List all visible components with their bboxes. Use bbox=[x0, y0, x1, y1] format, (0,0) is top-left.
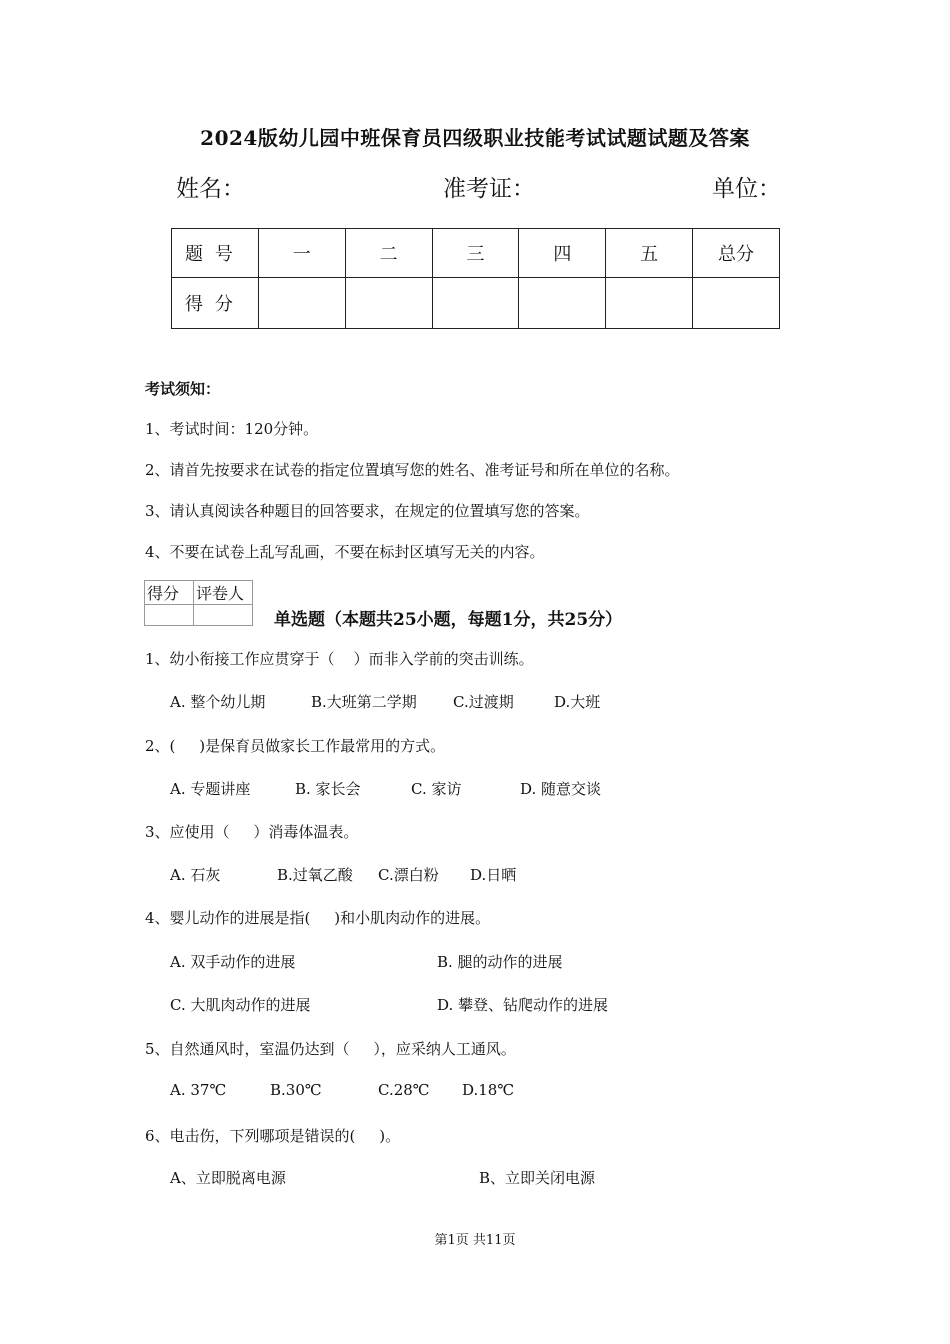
question-text: 5、自然通风时，室温仍达到（ ），应采纳人工通风。 bbox=[145, 1040, 516, 1058]
grader-score-cell bbox=[145, 605, 194, 626]
option: D. 随意交谈 bbox=[520, 780, 602, 798]
option: B.30℃ bbox=[270, 1081, 322, 1099]
unit-label: 单位： bbox=[712, 176, 781, 202]
option: B. 家长会 bbox=[295, 780, 361, 798]
score-header-cell: 题号 bbox=[172, 229, 259, 278]
grader-name-label: 评卷人 bbox=[194, 581, 253, 605]
option: C. 家访 bbox=[411, 780, 462, 798]
notice-item: 1、考试时间：120分钟。 bbox=[145, 420, 319, 438]
option: A、立即脱离电源 bbox=[170, 1169, 286, 1187]
notice-item: 4、不要在试卷上乱写乱画，不要在标封区填写无关的内容。 bbox=[145, 543, 545, 561]
score-cell bbox=[693, 278, 780, 329]
question-text: 6、电击伤，下列哪项是错误的( )。 bbox=[145, 1127, 401, 1145]
question-text: 4、婴儿动作的进展是指( )和小肌肉动作的进展。 bbox=[145, 909, 491, 927]
score-header-cell: 总分 bbox=[693, 229, 780, 278]
option: A. 整个幼儿期 bbox=[170, 693, 266, 711]
score-header-cell: 二 bbox=[345, 229, 432, 278]
option: A. 37℃ bbox=[170, 1081, 227, 1099]
notice-item: 2、请首先按要求在试卷的指定位置填写您的姓名、准考证号和所在单位的名称。 bbox=[145, 461, 680, 479]
notice-item: 3、请认真阅读各种题目的回答要求，在规定的位置填写您的答案。 bbox=[145, 502, 590, 520]
question-text: 1、幼小衔接工作应贯穿于（ ）而非入学前的突击训练。 bbox=[145, 650, 534, 668]
grader-score-label: 得分 bbox=[145, 581, 194, 605]
score-cell bbox=[345, 278, 432, 329]
notice-heading: 考试须知： bbox=[145, 380, 221, 398]
score-table-header-row bbox=[172, 229, 780, 278]
option: C.28℃ bbox=[378, 1081, 430, 1099]
score-row-label: 得分 bbox=[172, 278, 259, 329]
option: A. 双手动作的进展 bbox=[170, 953, 296, 971]
score-cell bbox=[606, 278, 693, 329]
score-cell bbox=[432, 278, 519, 329]
option: C.漂白粉 bbox=[378, 866, 439, 884]
option: C.过渡期 bbox=[453, 693, 514, 711]
score-header-cell: 一 bbox=[258, 229, 345, 278]
question-text: 3、应使用（ ）消毒体温表。 bbox=[145, 823, 359, 841]
option: D.18℃ bbox=[462, 1081, 515, 1099]
page-footer: 第1页 共11页 bbox=[434, 1233, 516, 1248]
option: D. 攀登、钻爬动作的进展 bbox=[437, 996, 609, 1014]
section-title: 单选题（本题共25小题，每题1分，共25分） bbox=[274, 610, 623, 630]
option: B.过氧乙酸 bbox=[277, 866, 353, 884]
score-header-cell: 五 bbox=[606, 229, 693, 278]
option: C. 大肌肉动作的进展 bbox=[170, 996, 311, 1014]
option: A. 石灰 bbox=[170, 866, 221, 884]
ticket-label: 准考证： bbox=[443, 176, 535, 202]
option: D.大班 bbox=[554, 693, 601, 711]
option: B.大班第二学期 bbox=[311, 693, 417, 711]
option: B、立即关闭电源 bbox=[479, 1169, 596, 1187]
option: A. 专题讲座 bbox=[170, 780, 251, 798]
grader-box bbox=[144, 580, 253, 626]
score-table-score-row bbox=[172, 278, 780, 329]
score-header-cell: 四 bbox=[519, 229, 606, 278]
score-header-cell: 三 bbox=[432, 229, 519, 278]
document-title: 2024版幼儿园中班保育员四级职业技能考试试题试题及答案 bbox=[200, 126, 750, 150]
score-cell bbox=[258, 278, 345, 329]
grader-name-cell bbox=[194, 605, 253, 626]
name-label: 姓名： bbox=[176, 176, 245, 202]
score-table bbox=[171, 228, 780, 329]
question-text: 2、( )是保育员做家长工作最常用的方式。 bbox=[145, 737, 446, 755]
option: B. 腿的动作的进展 bbox=[437, 953, 563, 971]
option: D.日晒 bbox=[470, 866, 517, 884]
score-cell bbox=[519, 278, 606, 329]
